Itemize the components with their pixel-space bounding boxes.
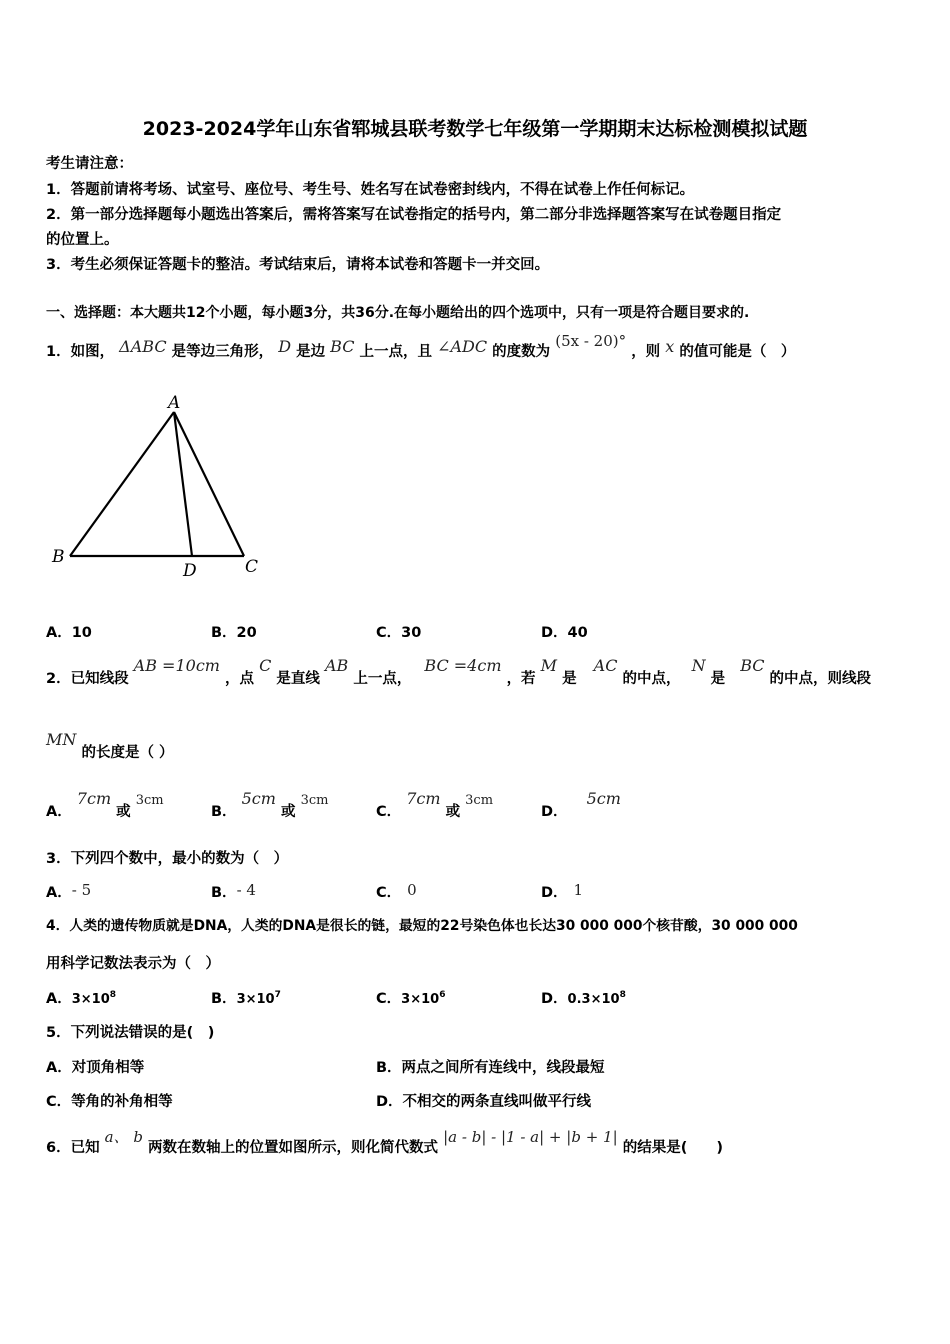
question-6-stem: 6．已知 a、 b 两数在数轴上的位置如图所示，则化简代数式 |a - b| - |1 - a| + |b + 1| 的结果是( ) [46, 1128, 723, 1156]
q3-option-b: B．- 4 [211, 881, 256, 901]
question-5-stem: 5．下列说法错误的是( ) [46, 1025, 215, 1041]
q5-option-d: D．不相交的两条直线叫做平行线 [376, 1094, 592, 1110]
question-1-stem: 1．如图， ΔABC 是等边三角形， D 是边 BC 上一点，且 ∠ADC 的度数为 (5x - 20)° ，则 x 的值可能是（ ） [46, 332, 796, 360]
notice-heading: 考生请注意： [46, 156, 133, 172]
q4-option-b: B．$3\times 10^7$ [211, 990, 281, 1007]
q5-option-b: B．两点之间所有连线中，线段最短 [376, 1060, 605, 1076]
q4-option-c: C．$3\times 10^6$ [376, 990, 446, 1007]
triangle-figure [40, 390, 280, 590]
question-3-stem: 3．下列四个数中，最小的数为（ ） [46, 851, 289, 867]
q2-option-b: B． 5cm 或 3cm [211, 789, 329, 820]
notice-item-2-cont: 的位置上。 [46, 232, 119, 248]
q2-option-c: C． 7cm 或 3cm [376, 789, 494, 820]
notice-item-3: 3．考生必须保证答题卡的整洁。考试结束后，请将本试卷和答题卡一并交回。 [46, 257, 550, 273]
q5-option-a: A．对顶角相等 [46, 1060, 145, 1076]
q2-option-a: A． 7cm 或 3cm [46, 789, 164, 820]
question-4-stem-cont: 用科学记数法表示为（ ） [46, 956, 220, 972]
page-title: 2023-2024学年山东省郓城县联考数学七年级第一学期期末达标检测模拟试题 [142, 118, 808, 140]
q4-option-d: D．$0.3\times 10^8$ [541, 990, 626, 1007]
question-2-stem: 2．已知线段 AB =10cm ，点 C 是直线 AB 上一点， BC =4cm ，若 M 是 AC 的中点， N 是 BC 的中点，则线段 [46, 656, 872, 687]
section-heading: 一、选择题：本大题共12个小题，每小题3分，共36分.在每小题给出的四个选项中，只有一项是符合题目要求的. [46, 305, 750, 321]
q3-option-c: C． 0 [376, 881, 417, 901]
q3-option-d: D． 1 [541, 881, 584, 901]
q5-option-c: C．等角的补角相等 [46, 1094, 173, 1110]
question-4-stem: 4．人类的遗传物质就是DNA，人类的DNA是很长的链，最短的22号染色体也长达30 000 000个核苷酸，30 000 000 [46, 918, 798, 934]
q4-option-a: A．$3\times 10^8$ [46, 990, 117, 1007]
q1-option-a: A．10 [46, 625, 92, 641]
vertex-label-b: B [52, 547, 65, 567]
vertex-label-d: D [183, 561, 197, 581]
q1-option-c: C．30 [376, 625, 422, 641]
question-2-stem-cont: MN 的长度是（ ） [46, 730, 174, 761]
notice-item-1: 1．答题前请将考场、试室号、座位号、考生号、姓名写在试卷密封线内，不得在试卷上作任何标记。 [46, 182, 695, 198]
q1-option-d: D．40 [541, 625, 588, 641]
vertex-label-c: C [245, 557, 259, 577]
notice-item-2: 2．第一部分选择题每小题选出答案后，需将答案写在试卷指定的括号内，第二部分非选择题答案写在试卷题目指定 [46, 207, 782, 223]
q2-option-d: D． 5cm [541, 789, 621, 820]
vertex-label-a: A [168, 393, 181, 413]
q1-option-b: B．20 [211, 625, 257, 641]
q3-option-a: A．- 5 [46, 881, 92, 901]
